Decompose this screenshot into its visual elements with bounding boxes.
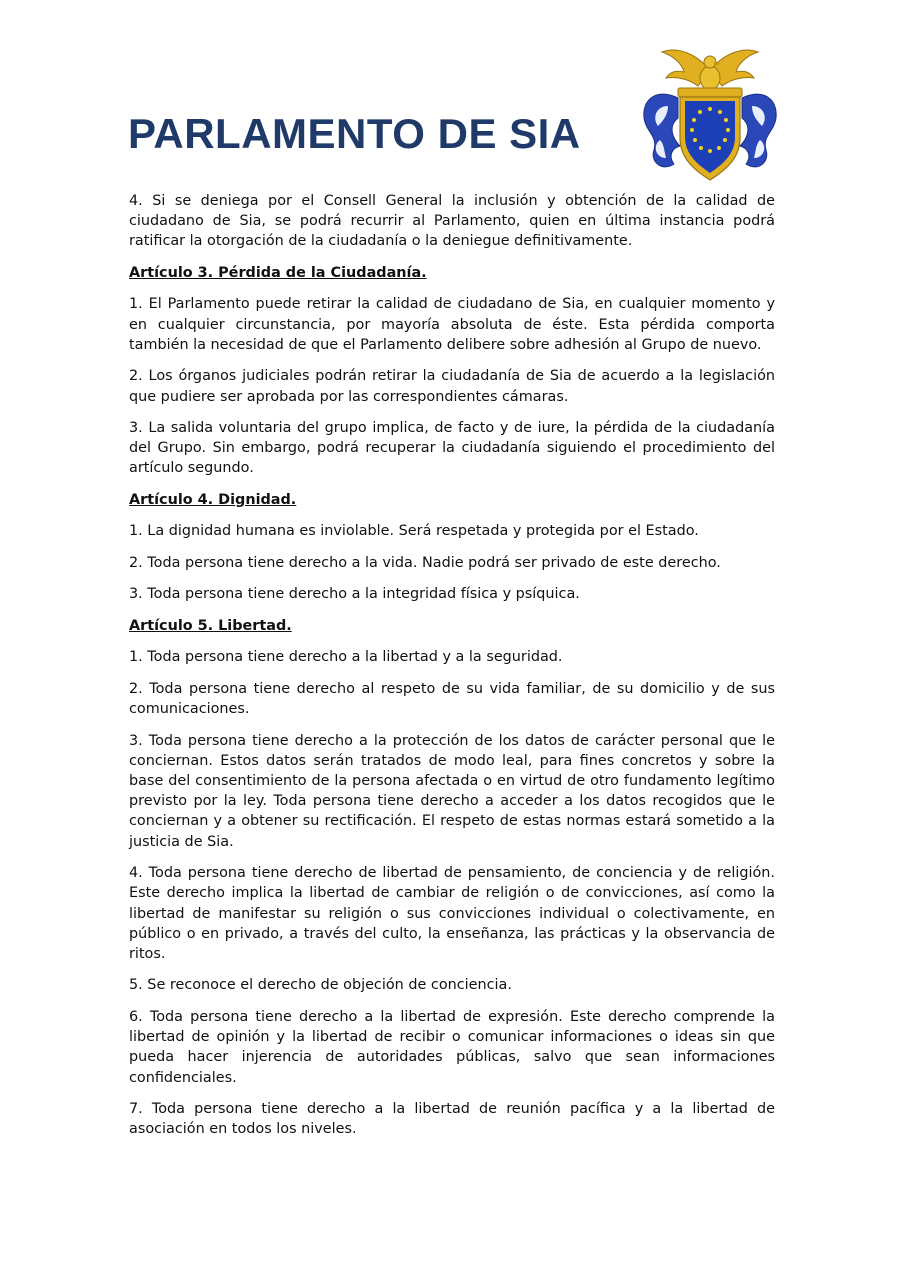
paragraph: 7. Toda persona tiene derecho a la libertad de reunión pacífica y a la libertad de asociación en todos los niveles. xyxy=(129,1101,775,1138)
paragraph: 4. Si se deniega por el Consell General la inclusión y obtención de la calidad de ciudadano de Sia, se podrá recurrir al Parlamento, quien en última instancia podrá ratificar la otorgación de la ciudadanía o la deniegue definitivamente. xyxy=(129,193,775,250)
page-title: PARLAMENTO DE SIA xyxy=(128,110,581,157)
paragraph: 4. Toda persona tiene derecho de libertad de pensamiento, de conciencia y de religión. Este derecho implica la libertad de cambiar de religión o de convicciones, así como la libertad de manifestar su religión o sus convicciones individual o colectivamente, en público o en privado, a través del culto, la enseñanza, las prácticas y la observancia de ritos. xyxy=(129,865,775,962)
paragraph: 3. Toda persona tiene derecho a la protección de los datos de carácter personal que le conciernan. Estos datos serán tratados de modo leal, para fines concretos y sobre la base del consentimiento de la persona afectada o en virtud de otro fundamento legítimo previsto por la ley. Toda persona tiene derecho a acceder a los datos recogidos que le conciernan y a obtener su rectificación. El respeto de estas normas estará sometido a la justicia de Sia. xyxy=(129,732,775,850)
paragraph: 1. La dignidad humana es inviolable. Será respetada y protegida por el Estado. xyxy=(129,523,699,540)
coat-of-arms-icon xyxy=(638,40,782,188)
paragraph: 1. Toda persona tiene derecho a la libertad y a la seguridad. xyxy=(129,649,563,666)
paragraph: 1. El Parlamento puede retirar la calidad de ciudadano de Sia, en cualquier momento y en cualquier circunstancia, por mayoría absoluta de éste. Esta pérdida comporta también la necesidad de que el Parlamento delibere sobre adhesión al Grupo de nuevo. xyxy=(129,296,775,353)
paragraph: 2. Toda persona tiene derecho a la vida. Nadie podrá ser privado de este derecho. xyxy=(129,554,721,571)
document-body xyxy=(129,191,775,1151)
paragraph: 6. Toda persona tiene derecho a la libertad de expresión. Este derecho comprende la libertad de opinión y la libertad de recibir o comunicar informaciones o ideas sin que pueda hacer injerencia de autoridades públicas, salvo que sean informaciones confidenciales. xyxy=(129,1008,775,1086)
paragraph: 2. Toda persona tiene derecho al respeto de su vida familiar, de su domicilio y de sus comunicaciones. xyxy=(129,680,775,718)
article-heading: Artículo 3. Pérdida de la Ciudadanía. xyxy=(129,264,427,281)
paragraph: 2. Los órganos judiciales podrán retirar la ciudadanía de Sia de acuerdo a la legislación que pudiere ser aprobada por las correspondientes cámaras. xyxy=(129,368,775,405)
paragraph: 3. La salida voluntaria del grupo implica, de facto y de iure, la pérdida de la ciudadanía del Grupo. Sin embargo, podrá recuperar la ciudadanía siguiendo el procedimiento del artículo segundo. xyxy=(129,420,775,477)
article-heading: Artículo 4. Dignidad. xyxy=(129,491,297,508)
paragraph: 5. Se reconoce el derecho de objeción de conciencia. xyxy=(129,977,512,994)
article-heading: Artículo 5. Libertad. xyxy=(129,617,292,634)
paragraph: 3. Toda persona tiene derecho a la integridad física y psíquica. xyxy=(129,586,580,603)
